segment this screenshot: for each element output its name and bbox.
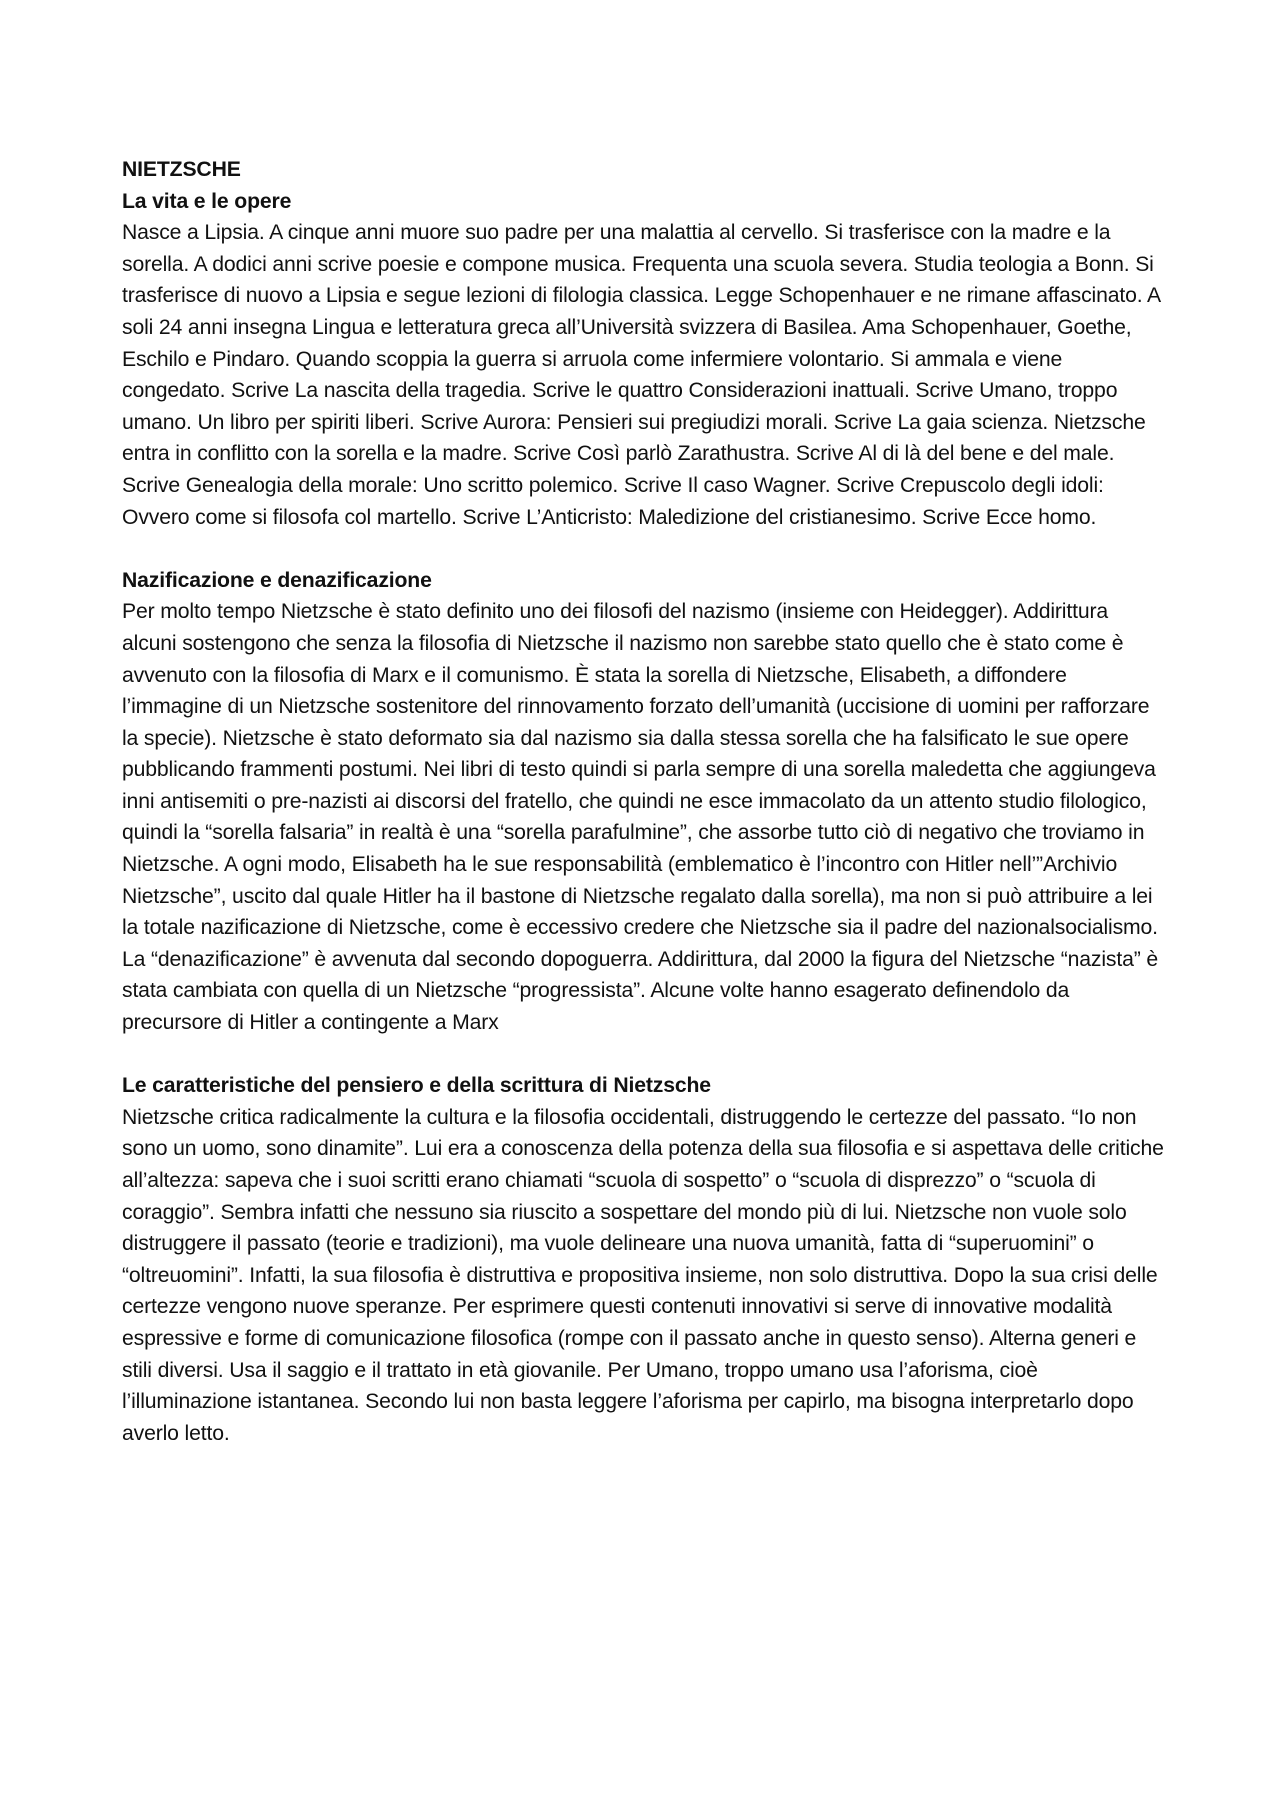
section-body-nazification: Per molto tempo Nietzsche è stato definito uno dei filosofi del nazismo (insieme con Heidegger). Addirittura alcuni sostengono che senza la filosofia di Nietzsche il nazismo non sarebbe stato quello che è stato come è avvenuto con la filosofia di Marx e il comunismo. È stata la sorella di Nietzsche, Elisabeth, a diffondere l’immagine di un Nietzsche sostenitore del rinnovamento forzato dell’umanità (uccisione di uomini per rafforzare la specie). Nietzsche è stato deformato sia dal nazismo sia dalla stessa sorella che ha falsificato le sue opere pubblicando frammenti postumi. Nei libri di testo quindi si parla sempre di una sorella maledetta che aggiungeva inni antisemiti o pre-nazisti ai discorsi del fratello, che quindi ne esce immacolato da un attento studio filologico, quindi la “sorella falsaria” in realtà è una “sorella parafulmine”, che assorbe tutto ciò di negativo che troviamo in Nietzsche. A ogni modo, Elisabeth ha le sue responsabilità (emblematico è l’incontro con Hitler nell’”Archivio Nietzsche”, uscito dal quale Hitler ha il bastone di Nietzsche regalato dalla sorella), ma non si può attribuire a lei la totale nazificazione di Nietzsche, come è eccessivo credere che Nietzsche sia il padre del nazionalsocialismo. La “denazificazione” è avvenuta dal secondo dopoguerra. Addirittura, dal 2000 la figura del Nietzsche “nazista” è stata cambiata con quella di un Nietzsche “progressista”. Alcune volte hanno esagerato definendolo da precursore di Hitler a contingente a Marx bbox=[122, 600, 1159, 1035]
section-nazification bbox=[122, 565, 1167, 1039]
section-body-characteristics: Nietzsche critica radicalmente la cultura e la filosofia occidentali, distruggendo le certezze del passato. “Io non sono un uomo, sono dinamite”. Lui era a conoscenza della potenza della sua filosofia e si aspettava delle critiche all’altezza: sapeva che i suoi scritti erano chiamati “scuola di sospetto” o “scuola di disprezzo” o “scuola di coraggio”. Sembra infatti che nessuno sia riuscito a sospettare del mondo più di lui. Nietzsche non vuole solo distruggere il passato (teorie e tradizioni), ma vuole delineare una nuova umanità, fatta di “superuomini” o “oltreuomini”. Infatti, la sua filosofia è distruttiva e propositiva insieme, non solo distruttiva. Dopo la sua crisi delle certezze vengono nuove speranze. Per esprimere questi contenuti innovativi si serve di innovative modalità espressive e forme di comunicazione filosofica (rompe con il passato anche in questo senso). Alterna generi e stili diversi. Usa il saggio e il trattato in età giovanile. Per Umano, troppo umano usa l’aforisma, cioè l’illuminazione istantanea. Secondo lui non basta leggere l’aforisma per capirlo, ma bisogna interpretarlo dopo averlo letto. bbox=[122, 1105, 1164, 1445]
section-characteristics bbox=[122, 1070, 1167, 1449]
document-title: NIETZSCHE bbox=[122, 158, 241, 181]
section-heading-nazification: Nazificazione e denazificazione bbox=[122, 568, 432, 592]
section-heading-life-and-works: La vita e le opere bbox=[122, 189, 292, 213]
paragraph-spacer bbox=[122, 533, 1167, 565]
section-life-and-works bbox=[122, 186, 1167, 534]
document-content bbox=[122, 154, 1167, 1449]
section-body-life-and-works: Nasce a Lipsia. A cinque anni muore suo padre per una malattia al cervello. Si trasferisce con la madre e la sorella. A dodici anni scrive poesie e compone musica. Frequenta una scuola severa. Studia teologia a Bonn. Si trasferisce di nuovo a Lipsia e segue lezioni di filologia classica. Legge Schopenhauer e ne rimane affascinato. A soli 24 anni insegna Lingua e letteratura greca all’Università svizzera di Basilea. Ama Schopenhauer, Goethe, Eschilo e Pindaro. Quando scoppia la guerra si arruola come infermiere volontario. Si ammala e viene congedato. Scrive La nascita della tragedia. Scrive le quattro Considerazioni inattuali. Scrive Umano, troppo umano. Un libro per spiriti liberi. Scrive Aurora: Pensieri sui pregiudizi morali. Scrive La gaia scienza. Nietzsche entra in conflitto con la sorella e la madre. Scrive Così parlò Zarathustra. Scrive Al di là del bene e del male. Scrive Genealogia della morale: Uno scritto polemico. Scrive Il caso Wagner. Scrive Crepuscolo degli idoli: Ovvero come si filosofa col martello. Scrive L’Anticristo: Maledizione del cristianesimo. Scrive Ecce homo. bbox=[122, 221, 1160, 529]
paragraph-spacer bbox=[122, 1039, 1167, 1071]
section-heading-characteristics: Le caratteristiche del pensiero e della scrittura di Nietzsche bbox=[122, 1074, 711, 1098]
